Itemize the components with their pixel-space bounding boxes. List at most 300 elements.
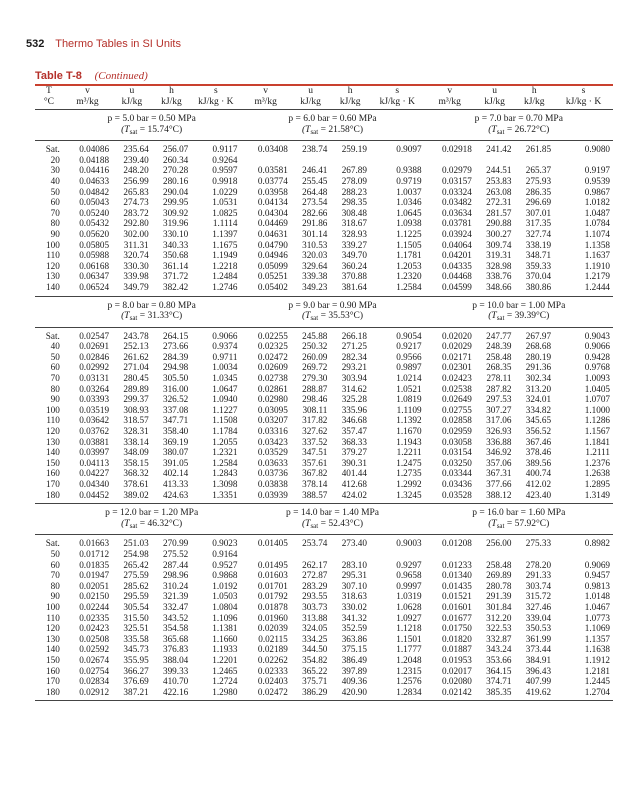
v-cell: 0.03157: [441, 175, 472, 186]
h-cell: 324.01: [525, 394, 552, 405]
v-cell: 0.01601: [441, 601, 472, 612]
u-cell: 258.48: [486, 351, 512, 362]
saturation-temperature: [240, 311, 424, 327]
s-cell: 0.9719: [396, 175, 422, 186]
table-row: [35, 176, 613, 187]
s-cell: 1.2321: [212, 447, 238, 458]
h-cell: 350.53: [525, 623, 552, 634]
v-cell: 0.02262: [257, 654, 288, 665]
temperature-cell: 60: [50, 362, 60, 373]
h-cell: 314.62: [341, 383, 367, 394]
s-cell: 1.1567: [584, 426, 610, 437]
table-row: [35, 570, 613, 581]
h-cell: 390.31: [341, 457, 367, 468]
tsat-symbol: (T: [302, 124, 311, 135]
s-cell: 1.0804: [212, 601, 238, 612]
u-cell: 253.74: [302, 538, 328, 549]
u-cell: [291, 549, 331, 560]
s-cell: 0.9813: [584, 580, 610, 591]
col-symbol-u: u: [129, 86, 135, 96]
v-cell: 0.03736: [257, 468, 288, 479]
h-cell: 275.93: [525, 175, 552, 186]
u-cell: 260.09: [302, 351, 328, 362]
h-cell: 360.24: [341, 260, 367, 271]
s-cell: 0.9003: [396, 538, 422, 549]
h-cell: 309.92: [162, 207, 189, 218]
s-cell: 1.1114: [212, 218, 238, 229]
v-cell: [240, 155, 290, 166]
v-cell: 0.02403: [257, 676, 288, 687]
temperature-cell: 90: [50, 228, 60, 239]
temperature-cell: 40: [50, 341, 60, 352]
s-cell: 1.2843: [212, 468, 238, 479]
h-cell: 303.94: [341, 373, 367, 384]
h-cell: 332.47: [162, 601, 189, 612]
u-cell: 272.31: [486, 197, 512, 208]
v-cell: 0.04469: [257, 218, 288, 229]
u-cell: 357.06: [486, 457, 512, 468]
s-cell: 1.2445: [584, 676, 610, 687]
temperature-cell: 50: [50, 186, 60, 197]
s-cell: 1.0784: [584, 218, 610, 229]
v-cell: 0.02017: [441, 665, 472, 676]
temperature-cell: 100: [46, 404, 60, 415]
h-cell: [330, 549, 370, 560]
col-symbol-u: u: [492, 86, 498, 96]
s-cell: 0.9217: [396, 341, 422, 352]
s-cell: 1.2584: [370, 282, 425, 296]
table-row: [35, 591, 613, 602]
s-cell: 1.0182: [584, 197, 610, 208]
table-row: [35, 229, 613, 240]
h-cell: 361.99: [525, 633, 552, 644]
table-row: [35, 560, 613, 571]
s-cell: 1.2724: [212, 676, 238, 687]
s-cell: 1.0319: [396, 591, 422, 602]
table-row: [35, 352, 613, 363]
h-cell: 358.40: [162, 426, 189, 437]
v-cell: 0.02333: [257, 665, 288, 676]
table-row: [35, 426, 613, 437]
s-cell: 1.2992: [396, 479, 422, 489]
v-cell: 0.02918: [441, 144, 472, 155]
h-cell: 265.37: [525, 165, 552, 176]
h-cell: 299.95: [162, 197, 189, 208]
v-cell: 0.02142: [425, 687, 475, 701]
spacer: [35, 125, 63, 141]
pressure-label: p = 5.0 bar = 0.50 MPa: [107, 114, 196, 124]
s-cell: 1.2484: [212, 271, 238, 282]
u-cell: 324.05: [302, 623, 328, 634]
table-row: [35, 141, 613, 155]
table-row: [35, 549, 613, 560]
s-cell: 0.9066: [212, 330, 238, 341]
col-symbol-T: T: [46, 86, 52, 96]
u-cell: 337.52: [302, 436, 328, 447]
temperature-cell: Sat.: [45, 330, 60, 341]
tsat-value: = 52.43°C): [318, 518, 364, 529]
v-cell: 0.02080: [441, 676, 472, 687]
saturation-temperature: [425, 125, 613, 141]
col-symbol-v: v: [85, 86, 90, 96]
u-cell: 248.39: [486, 341, 512, 352]
u-cell: 327.62: [302, 426, 328, 437]
table-row: [35, 384, 613, 395]
section-title: Thermo Tables in SI Units: [55, 38, 181, 50]
temperature-cell: 60: [50, 197, 60, 208]
s-cell: 0.9566: [396, 351, 422, 362]
h-cell: 280.16: [162, 175, 189, 186]
v-cell: 0.02189: [257, 644, 288, 655]
tsat-subscript: sat: [129, 127, 138, 136]
tsat-symbol: (T: [488, 311, 497, 322]
h-cell: 382.42: [152, 282, 192, 296]
temperature-cell: 130: [46, 436, 60, 447]
s-cell: 1.1670: [396, 426, 422, 437]
s-cell: 1.0707: [584, 394, 610, 405]
u-cell: 366.27: [123, 665, 149, 676]
u-cell: 297.53: [486, 394, 512, 405]
s-cell: 1.3149: [554, 490, 613, 504]
v-cell: 0.02244: [79, 601, 110, 612]
saturation-temperature: [425, 311, 613, 327]
v-cell: 0.04086: [79, 144, 110, 155]
table-row: [35, 208, 613, 219]
h-cell: 307.10: [341, 580, 367, 591]
temperature-cell: 90: [50, 394, 60, 405]
v-cell: 0.03774: [257, 175, 288, 186]
u-cell: 269.89: [486, 570, 512, 581]
table-row: [35, 240, 613, 251]
h-cell: 266.18: [341, 330, 367, 341]
h-cell: 330.02: [341, 601, 367, 612]
s-cell: 1.1397: [212, 228, 238, 239]
temperature-cell: 170: [46, 479, 60, 489]
table-row: [35, 405, 613, 416]
s-cell: [554, 155, 613, 166]
col-symbol-s: s: [214, 86, 218, 96]
v-cell: 0.02051: [79, 580, 110, 591]
s-cell: 0.9080: [584, 144, 610, 155]
temperature-cell: 120: [46, 623, 60, 634]
u-cell: 248.20: [123, 165, 149, 176]
table-row: [35, 602, 613, 613]
v-cell: 0.01521: [441, 591, 472, 602]
u-cell: 305.54: [123, 601, 149, 612]
h-cell: 256.07: [162, 144, 189, 155]
col-unit-u: kJ/kg: [112, 97, 152, 110]
spacer: [35, 110, 63, 125]
h-cell: 401.44: [341, 468, 367, 479]
u-cell: 265.83: [123, 186, 149, 197]
u-cell: 389.02: [112, 490, 152, 504]
table-row: [35, 362, 613, 373]
s-cell: 1.2055: [212, 436, 238, 447]
col-symbol-h: h: [169, 86, 174, 96]
v-cell: 0.02325: [257, 341, 288, 352]
v-cell: 0.03642: [79, 415, 110, 426]
v-cell: 0.03529: [257, 447, 288, 458]
u-cell: 255.45: [302, 175, 328, 186]
u-cell: 241.42: [486, 144, 512, 155]
tsat-subscript: sat: [496, 127, 505, 136]
spacer: [35, 504, 63, 519]
v-cell: 0.02980: [257, 394, 288, 405]
v-cell: 0.03939: [240, 490, 290, 504]
v-cell: 0.04227: [79, 468, 110, 479]
h-cell: 341.32: [341, 612, 367, 623]
pressure-label: p = 10.0 bar = 1.00 MPa: [472, 300, 566, 311]
u-cell: 358.15: [123, 457, 149, 468]
tsat-value: = 57.92°C): [504, 518, 550, 529]
v-cell: 0.02861: [257, 383, 288, 394]
col-symbol-h: h: [347, 86, 353, 96]
u-cell: 269.72: [302, 362, 328, 373]
v-cell: 0.02992: [79, 362, 110, 373]
col-unit-s: kJ/kg · K: [370, 97, 425, 110]
v-cell: 0.04335: [441, 260, 472, 271]
s-cell: 1.1781: [396, 250, 422, 261]
s-cell: 1.0628: [396, 601, 422, 612]
temperature-cell: 80: [50, 580, 60, 591]
table-row: [35, 644, 613, 655]
tsat-value: = 26.72°C): [504, 124, 550, 135]
temperature-cell: 100: [46, 239, 60, 250]
s-cell: 0.9066: [584, 341, 610, 352]
pressure-label: p = 7.0 bar = 0.70 MPa: [474, 114, 563, 124]
temperature-cell: 80: [50, 218, 60, 229]
table-row: [35, 341, 613, 352]
tsat-subscript: sat: [310, 314, 319, 323]
s-cell: 0.9867: [584, 186, 610, 197]
spacer: [35, 296, 63, 311]
h-cell: 409.36: [341, 676, 367, 687]
s-cell: 1.1069: [584, 623, 610, 634]
h-cell: 280.19: [525, 351, 552, 362]
s-cell: 1.2475: [396, 457, 422, 468]
u-cell: 290.88: [486, 218, 512, 229]
s-cell: 1.1638: [584, 644, 610, 655]
s-cell: 1.0229: [212, 186, 238, 197]
v-cell: 0.05805: [79, 239, 110, 250]
table-row: [35, 218, 613, 229]
table-row: [35, 479, 613, 490]
v-cell: 0.03393: [79, 394, 110, 405]
v-cell: 0.05988: [79, 250, 110, 261]
h-cell: 402.14: [162, 468, 189, 479]
s-cell: 1.2211: [396, 447, 422, 458]
h-cell: 325.28: [341, 394, 367, 405]
h-cell: 296.69: [525, 197, 552, 208]
u-cell: 343.24: [486, 644, 512, 655]
table-row: [35, 327, 613, 341]
running-header: [26, 38, 181, 50]
v-cell: 0.02423: [441, 373, 472, 384]
h-cell: 326.52: [162, 394, 189, 405]
tsat-value: = 21.58°C): [318, 124, 364, 135]
tsat-subscript: sat: [129, 314, 138, 323]
u-cell: 385.35: [475, 687, 515, 701]
v-cell: 0.03482: [441, 197, 472, 208]
h-cell: 346.68: [341, 415, 367, 426]
v-cell: 0.02912: [63, 687, 112, 701]
v-cell: 0.02423: [79, 623, 110, 634]
h-cell: 388.04: [162, 654, 189, 665]
u-cell: 253.83: [486, 175, 512, 186]
u-cell: 265.42: [123, 559, 149, 570]
v-cell: 0.03997: [79, 447, 110, 458]
tsat-subscript: sat: [310, 127, 319, 136]
h-cell: 391.05: [162, 457, 189, 468]
h-cell: 313.20: [525, 383, 552, 394]
s-cell: 1.3098: [212, 479, 238, 489]
u-cell: 338.76: [486, 271, 512, 282]
tsat-value: = 15.74°C): [137, 124, 183, 135]
s-cell: 1.0647: [212, 383, 238, 394]
pressure-label: p = 6.0 bar = 0.60 MPa: [288, 114, 377, 124]
temperature-cell: 140: [46, 644, 60, 655]
s-cell: 0.9197: [584, 165, 610, 176]
u-cell: 261.62: [123, 351, 149, 362]
v-cell: 0.02649: [441, 394, 472, 405]
s-cell: 1.1218: [396, 623, 422, 634]
s-cell: 0.9457: [584, 570, 610, 581]
s-cell: 1.0521: [396, 383, 422, 394]
u-cell: 326.93: [486, 426, 512, 437]
tsat-subscript: sat: [310, 521, 319, 530]
tsat-symbol: (T: [488, 518, 497, 529]
h-cell: [330, 155, 370, 166]
h-cell: 286.35: [525, 186, 552, 197]
h-cell: 318.67: [341, 218, 367, 229]
s-cell: 0.9918: [212, 175, 238, 186]
saturation-temperature: [63, 125, 241, 141]
pressure-row: [35, 296, 613, 311]
temperature-cell: 90: [50, 591, 60, 602]
tsat-row: [35, 125, 613, 141]
h-cell: 367.46: [525, 436, 552, 447]
temperature-cell: Sat.: [45, 144, 60, 155]
h-cell: 361.14: [162, 260, 189, 271]
v-cell: 0.01947: [79, 570, 110, 581]
u-cell: 309.74: [486, 239, 512, 250]
u-cell: 256.99: [123, 175, 149, 186]
s-cell: 1.2746: [191, 282, 240, 296]
v-cell: 0.03762: [79, 426, 110, 437]
col-unit-h: kJ/kg: [330, 97, 370, 110]
u-cell: [291, 155, 331, 166]
h-cell: 298.35: [341, 197, 367, 208]
table-row: [35, 666, 613, 677]
v-cell: 0.03519: [79, 404, 110, 415]
temperature-cell: 150: [46, 654, 60, 665]
v-cell: 0.05240: [79, 207, 110, 218]
temperature-cell: 180: [35, 687, 63, 701]
v-cell: 0.02472: [257, 351, 288, 362]
table-row: [35, 447, 613, 458]
u-cell: 364.15: [486, 665, 512, 676]
v-cell: 0.03881: [79, 436, 110, 447]
v-cell: 0.02301: [441, 362, 472, 373]
v-cell: 0.03528: [425, 490, 475, 504]
s-cell: 1.2834: [370, 687, 425, 701]
h-cell: 347.71: [162, 415, 189, 426]
u-cell: 263.08: [486, 186, 512, 197]
u-cell: 378.14: [302, 479, 328, 489]
h-cell: 337.08: [162, 404, 189, 415]
h-cell: 345.65: [525, 415, 552, 426]
temperature-cell: 50: [50, 351, 60, 362]
u-cell: 375.71: [302, 676, 328, 687]
s-cell: 1.1000: [584, 404, 610, 415]
v-cell: 0.04201: [441, 250, 472, 261]
v-cell: 0.01750: [441, 623, 472, 634]
u-cell: 282.66: [302, 207, 328, 218]
h-cell: 422.16: [152, 687, 192, 701]
v-cell: 0.01835: [79, 559, 110, 570]
u-cell: 376.69: [123, 676, 149, 687]
col-unit-u: kJ/kg: [475, 97, 515, 110]
u-cell: 251.03: [123, 538, 149, 549]
v-cell: 0.05251: [257, 271, 288, 282]
h-cell: 308.48: [341, 207, 367, 218]
u-cell: 346.92: [486, 447, 512, 458]
u-cell: 273.54: [302, 197, 328, 208]
s-cell: 1.1505: [396, 239, 422, 250]
table-row: [35, 655, 613, 666]
temperature-cell: 30: [50, 165, 60, 176]
table-row: [35, 165, 613, 176]
tsat-symbol: (T: [121, 311, 130, 322]
s-cell: 1.2315: [396, 665, 422, 676]
v-cell: 0.03324: [441, 186, 472, 197]
u-cell: [475, 155, 515, 166]
s-cell: 1.2376: [584, 457, 610, 468]
v-cell: [425, 155, 475, 166]
h-cell: 275.33: [525, 538, 552, 549]
u-cell: 328.31: [123, 426, 149, 437]
u-cell: 254.98: [123, 548, 149, 559]
v-cell: 0.02834: [79, 676, 110, 687]
temperature-cell: 140: [35, 282, 63, 296]
table-row: [35, 468, 613, 479]
s-cell: 1.1508: [212, 415, 238, 426]
u-cell: 295.59: [123, 591, 149, 602]
h-cell: 317.35: [525, 218, 552, 229]
v-cell: 0.01603: [257, 570, 288, 581]
h-cell: 293.21: [341, 362, 367, 373]
s-cell: 1.1074: [584, 228, 610, 239]
temperature-cell: 110: [46, 415, 60, 426]
h-cell: 370.88: [341, 271, 367, 282]
temperature-cell: 70: [50, 570, 60, 581]
v-cell: 0.05099: [257, 260, 288, 271]
u-cell: 278.11: [486, 373, 512, 384]
h-cell: [514, 155, 554, 166]
u-cell: 312.20: [486, 612, 512, 623]
col-symbol-u: u: [308, 86, 313, 96]
s-cell: 1.0773: [584, 612, 610, 623]
h-cell: 267.89: [341, 165, 367, 176]
s-cell: 1.1109: [396, 404, 422, 415]
s-cell: 1.0192: [212, 580, 238, 591]
s-cell: 1.1381: [212, 623, 238, 634]
h-cell: 386.49: [341, 654, 367, 665]
h-cell: 365.68: [162, 633, 189, 644]
s-cell: 1.1227: [212, 404, 238, 415]
v-cell: 0.03344: [441, 468, 472, 479]
v-cell: 0.02150: [79, 591, 110, 602]
